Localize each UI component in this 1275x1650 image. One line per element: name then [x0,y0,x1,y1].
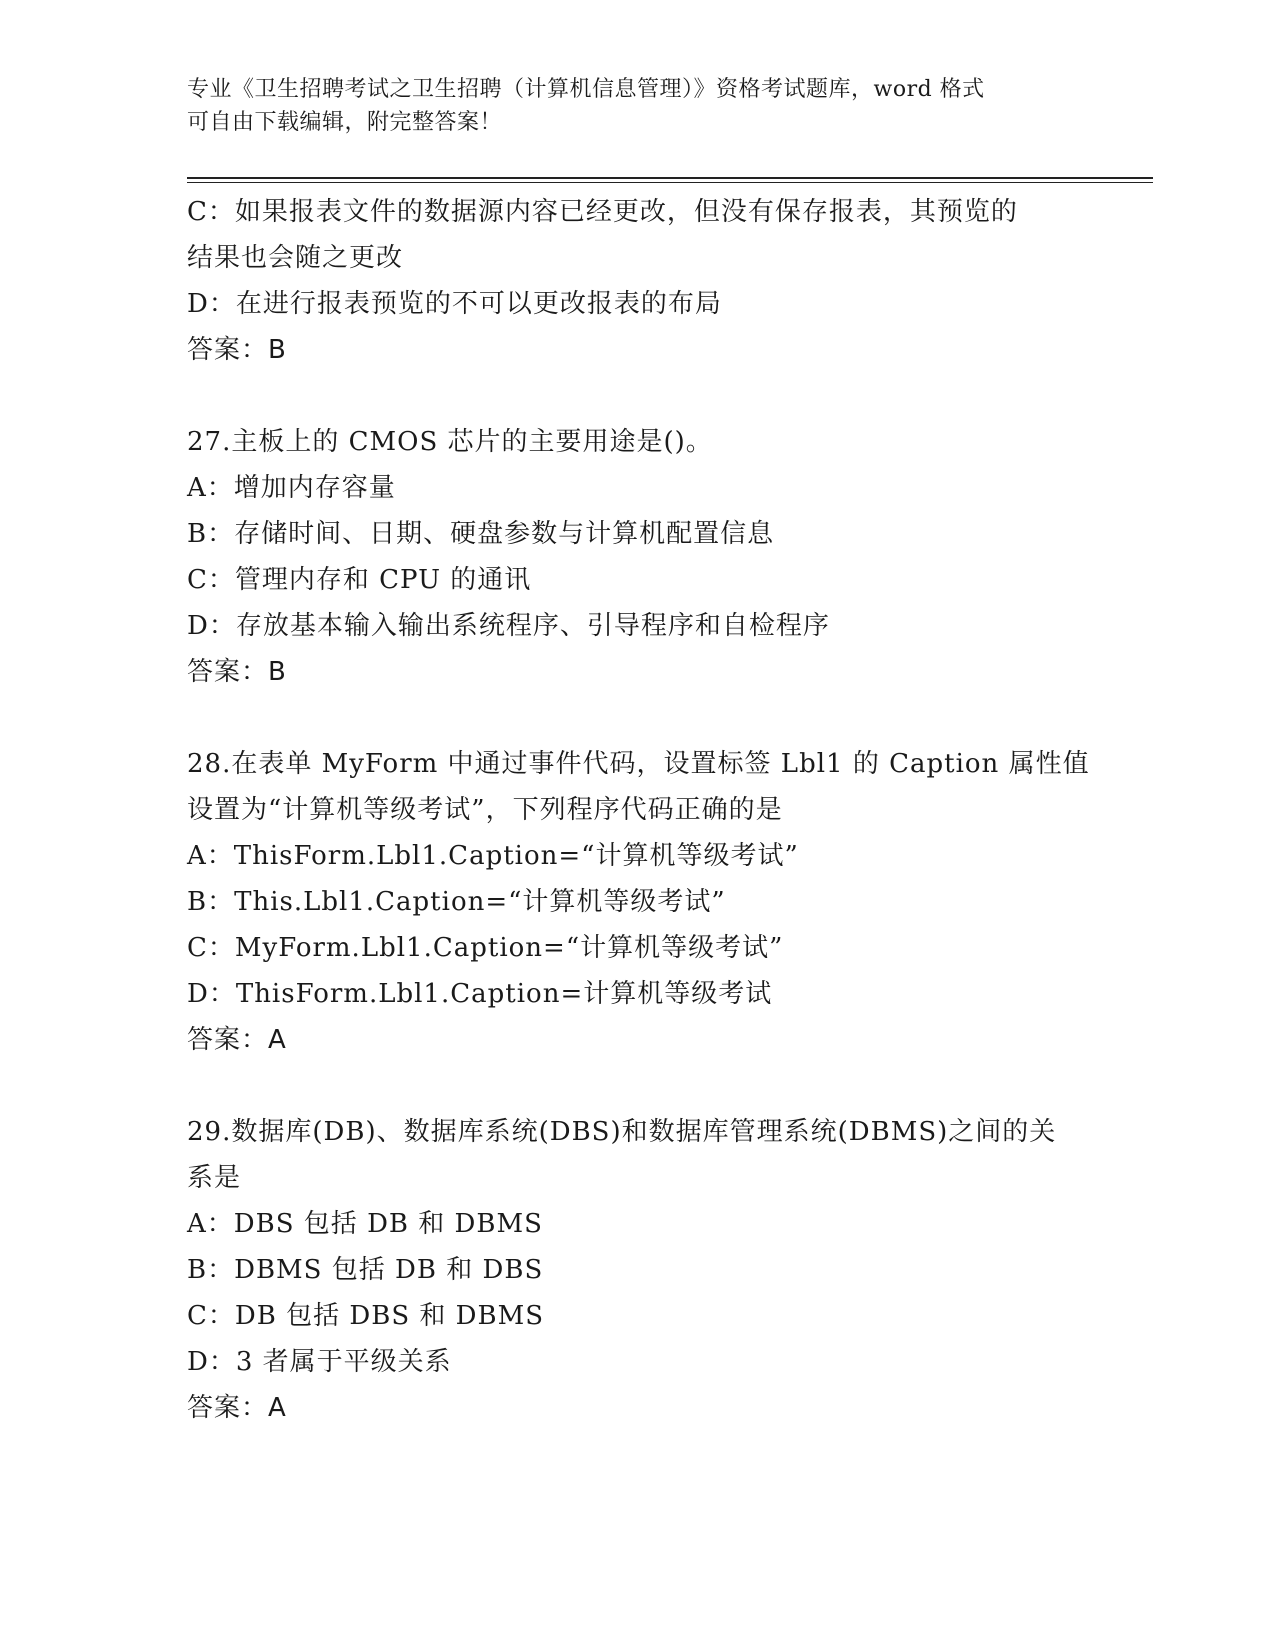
option-d: D：ThisForm.Lbl1.Caption=计算机等级考试 [187,979,773,1009]
answer-label: 答案：B [187,335,287,365]
header-line-1: 专业《卫生招聘考试之卫生招聘（计算机信息管理）》资格考试题库，word 格式 [187,77,985,102]
question-26-tail [187,189,1087,373]
question-stem: 27.主板上的 CMOS 芯片的主要用途是()。 [187,427,713,457]
spacer [187,373,1087,419]
option-b: B：This.Lbl1.Caption=“计算机等级考试” [187,887,726,917]
option-c-line-2: 结果也会随之更改 [187,243,404,273]
option-b: B：存储时间、日期、硬盘参数与计算机配置信息 [187,519,775,549]
question-stem-line-2: 设置为“计算机等级考试”，下列程序代码正确的是 [187,795,783,825]
spacer [187,1063,1087,1109]
document-header [187,73,1087,139]
question-29 [187,1109,1087,1431]
answer-label: 答案：B [187,657,287,687]
option-c: C：管理内存和 CPU 的通讯 [187,565,532,595]
header-divider-thin [187,182,1153,183]
option-a: A：DBS 包括 DB 和 DBMS [187,1209,543,1239]
question-stem-line-2: 系是 [187,1163,242,1193]
question-stem-line-1: 29.数据库(DB)、数据库系统(DBS)和数据库管理系统(DBMS)之间的关 [187,1117,1057,1147]
answer-label: 答案：A [187,1025,287,1055]
option-a: A：增加内存容量 [187,473,396,503]
answer-label: 答案：A [187,1393,287,1423]
header-divider-thick [187,177,1153,179]
question-list [187,189,1090,1431]
option-c: C：MyForm.Lbl1.Caption=“计算机等级考试” [187,933,784,963]
option-c: C：DB 包括 DBS 和 DBMS [187,1301,545,1331]
question-27 [187,419,1087,695]
question-stem-line-1: 28.在表单 MyForm 中通过事件代码，设置标签 Lbl1 的 Caption 属性值 [187,749,1090,779]
option-d: D：存放基本输入输出系统程序、引导程序和自检程序 [187,611,830,641]
option-a: A：ThisForm.Lbl1.Caption=“计算机等级考试” [187,841,799,871]
option-c-line-1: C：如果报表文件的数据源内容已经更改，但没有保存报表，其预览的 [187,197,1018,227]
spacer [187,695,1087,741]
option-b: B：DBMS 包括 DB 和 DBS [187,1255,544,1285]
header-line-2: 可自由下载编辑，附完整答案！ [187,110,503,135]
question-28 [187,741,1090,1063]
option-d: D：3 者属于平级关系 [187,1347,452,1377]
option-d: D：在进行报表预览的不可以更改报表的布局 [187,289,722,319]
